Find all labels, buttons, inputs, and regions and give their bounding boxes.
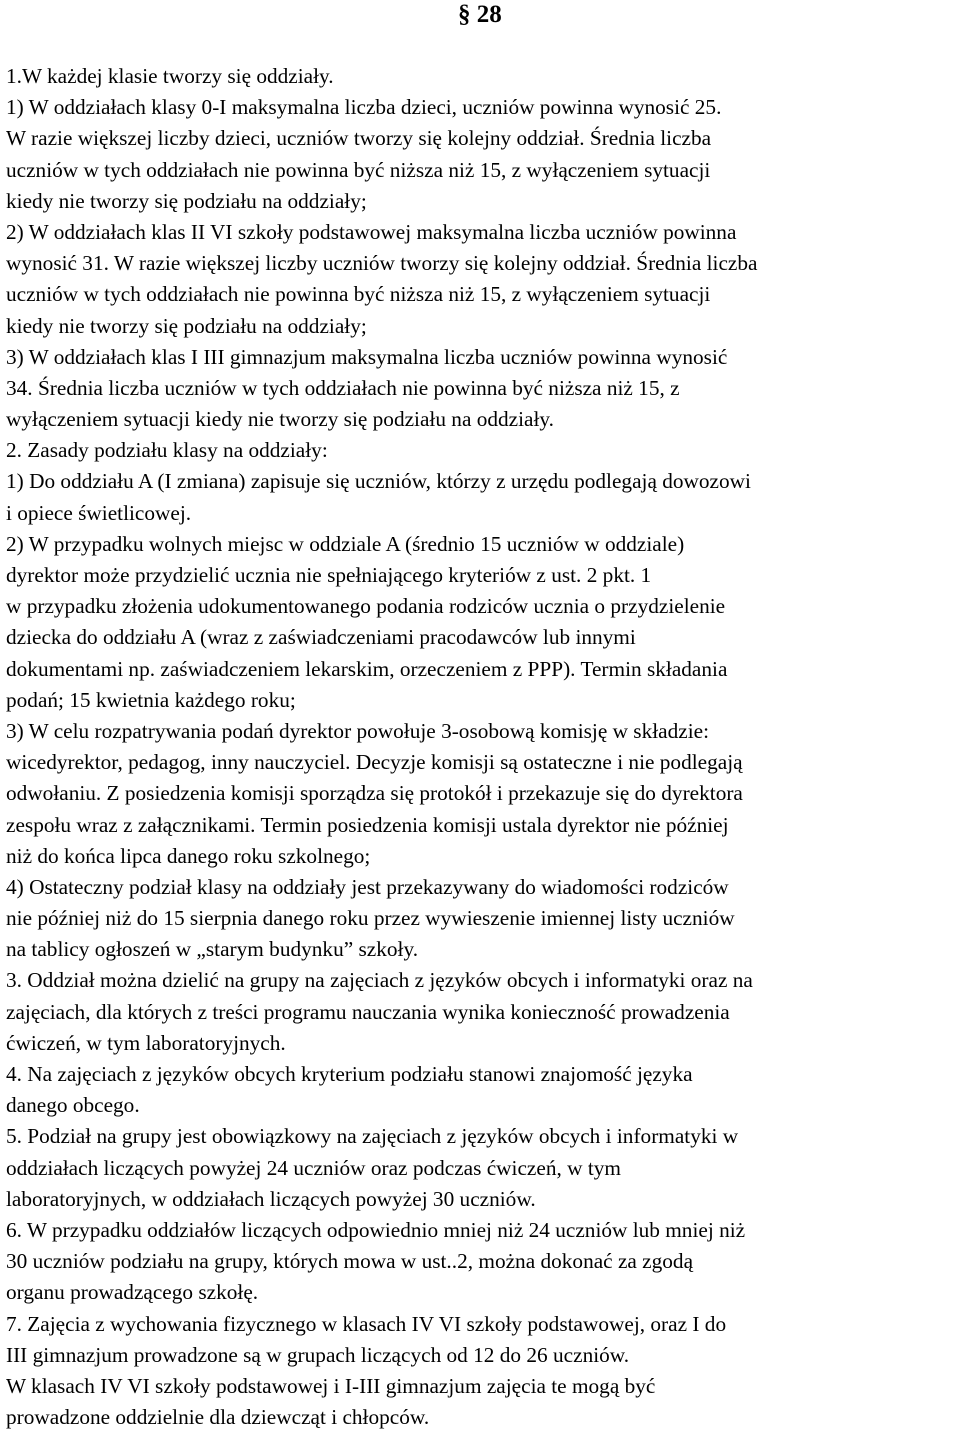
text-line: zespołu wraz z załącznikami. Termin posiedzenia komisji ustala dyrektor nie później <box>6 812 729 837</box>
text-line: 6. W przypadku oddziałów liczących odpowiednio mniej niż 24 uczniów lub mniej niż <box>6 1217 746 1242</box>
text-line: organu prowadzącego szkołę. <box>6 1280 259 1305</box>
text-line: dziecka do oddziału A (wraz z zaświadczeniami pracodawców lub innymi <box>6 625 636 650</box>
text-line: nie później niż do 15 sierpnia danego roku przez wywieszenie imiennej listy uczniów <box>6 906 735 931</box>
text-line: prowadzone oddzielnie dla dziewcząt i chłopców. <box>6 1405 430 1430</box>
text-line: kiedy nie tworzy się podziału na oddziały; <box>6 313 367 338</box>
text-line: oddziałach liczących powyżej 24 uczniów oraz podczas ćwiczeń, w tym <box>6 1155 621 1180</box>
text-line: 3) W oddziałach klas I III gimnazjum maksymalna liczba uczniów powinna wynosić <box>6 344 728 369</box>
text-line: 3. Oddział można dzielić na grupy na zajęciach z języków obcych i informatyki oraz na <box>6 968 753 993</box>
text-line: zajęciach, dla których z treści programu nauczania wynika konieczność prowadzenia <box>6 999 730 1024</box>
text-line: uczniów w tych oddziałach nie powinna być niższa niż 15, z wyłączeniem sytuacji <box>6 157 711 182</box>
text-line: 5. Podział na grupy jest obowiązkowy na zajęciach z języków obcych i informatyki w <box>6 1124 739 1149</box>
text-line: kiedy nie tworzy się podziału na oddziały; <box>6 188 367 213</box>
text-line: 1) W oddziałach klasy 0-I maksymalna liczba dzieci, uczniów powinna wynosić 25. <box>6 95 722 120</box>
text-line: W klasach IV VI szkoły podstawowej i I-III gimnazjum zajęcia te mogą być <box>6 1373 656 1398</box>
document-body <box>6 61 956 1433</box>
text-line: na tablicy ogłoszeń w „starym budynku” szkoły. <box>6 937 419 962</box>
text-line: odwołaniu. Z posiedzenia komisji sporządza się protokół i przekazuje się do dyrektora <box>6 781 743 806</box>
text-line: III gimnazjum prowadzone są w grupach liczących od 12 do 26 uczniów. <box>6 1342 630 1367</box>
section-number: § 28 <box>458 1 502 28</box>
text-line: w przypadku złożenia udokumentowanego podania rodziców ucznia o przydzielenie <box>6 594 726 619</box>
text-line: dyrektor może przydzielić ucznia nie spełniającego kryteriów z ust. 2 pkt. 1 <box>6 563 652 587</box>
text-line: 3) W celu rozpatrywania podań dyrektor powołuje 3-osobową komisję w składzie: <box>6 718 710 743</box>
text-line: 1.W każdej klasie tworzy się oddziały. <box>6 64 334 88</box>
text-line: 1) Do oddziału A (I zmiana) zapisuje się uczniów, którzy z urzędu podlegają dowozowi <box>6 469 751 494</box>
text-line: 30 uczniów podziału na grupy, których mowa w ust..2, można dokonać za zgodą <box>6 1249 694 1274</box>
text-line: dokumentami np. zaświadczeniem lekarskim, orzeczeniem z PPP). Termin składania <box>6 656 728 681</box>
text-line: W razie większej liczby dzieci, uczniów tworzy się kolejny oddział. Średnia liczba <box>6 126 712 151</box>
text-line: 34. Średnia liczba uczniów w tych oddziałach nie powinna być niższa niż 15, z <box>6 375 680 400</box>
text-line: 4. Na zajęciach z języków obcych kryterium podziału stanowi znajomość języka <box>6 1062 693 1086</box>
text-line: laboratoryjnych, w oddziałach liczących powyżej 30 uczniów. <box>6 1186 536 1211</box>
text-line: podań; 15 kwietnia każdego roku; <box>6 687 296 712</box>
text-line: wicedyrektor, pedagog, inny nauczyciel. Decyzje komisji są ostateczne i nie podlegają <box>6 750 743 775</box>
text-line: 4) Ostateczny podział klasy na oddziały jest przekazywany do wiadomości rodziców <box>6 874 729 899</box>
text-line: wyłączeniem sytuacji kiedy nie tworzy się podziału na oddziały. <box>6 407 555 432</box>
text-line: uczniów w tych oddziałach nie powinna być niższa niż 15, z wyłączeniem sytuacji <box>6 282 711 307</box>
text-line: danego obcego. <box>6 1093 140 1118</box>
text-line: 2. Zasady podziału klasy na oddziały: <box>6 438 328 463</box>
text-line: i opiece świetlicowej. <box>6 500 192 525</box>
text-line: ćwiczeń, w tym laboratoryjnych. <box>6 1030 286 1055</box>
text-line: 2) W przypadku wolnych miejsc w oddziale A (średnio 15 uczniów w oddziale) <box>6 531 685 556</box>
text-line: 2) W oddziałach klas II VI szkoły podstawowej maksymalna liczba uczniów powinna <box>6 219 737 244</box>
text-line: wynosić 31. W razie większej liczby uczniów tworzy się kolejny oddział. Średnia liczba <box>6 251 758 276</box>
text-line: niż do końca lipca danego roku szkolnego; <box>6 843 371 868</box>
text-line: 7. Zajęcia z wychowania fizycznego w klasach IV VI szkoły podstawowej, oraz I do <box>6 1311 727 1336</box>
